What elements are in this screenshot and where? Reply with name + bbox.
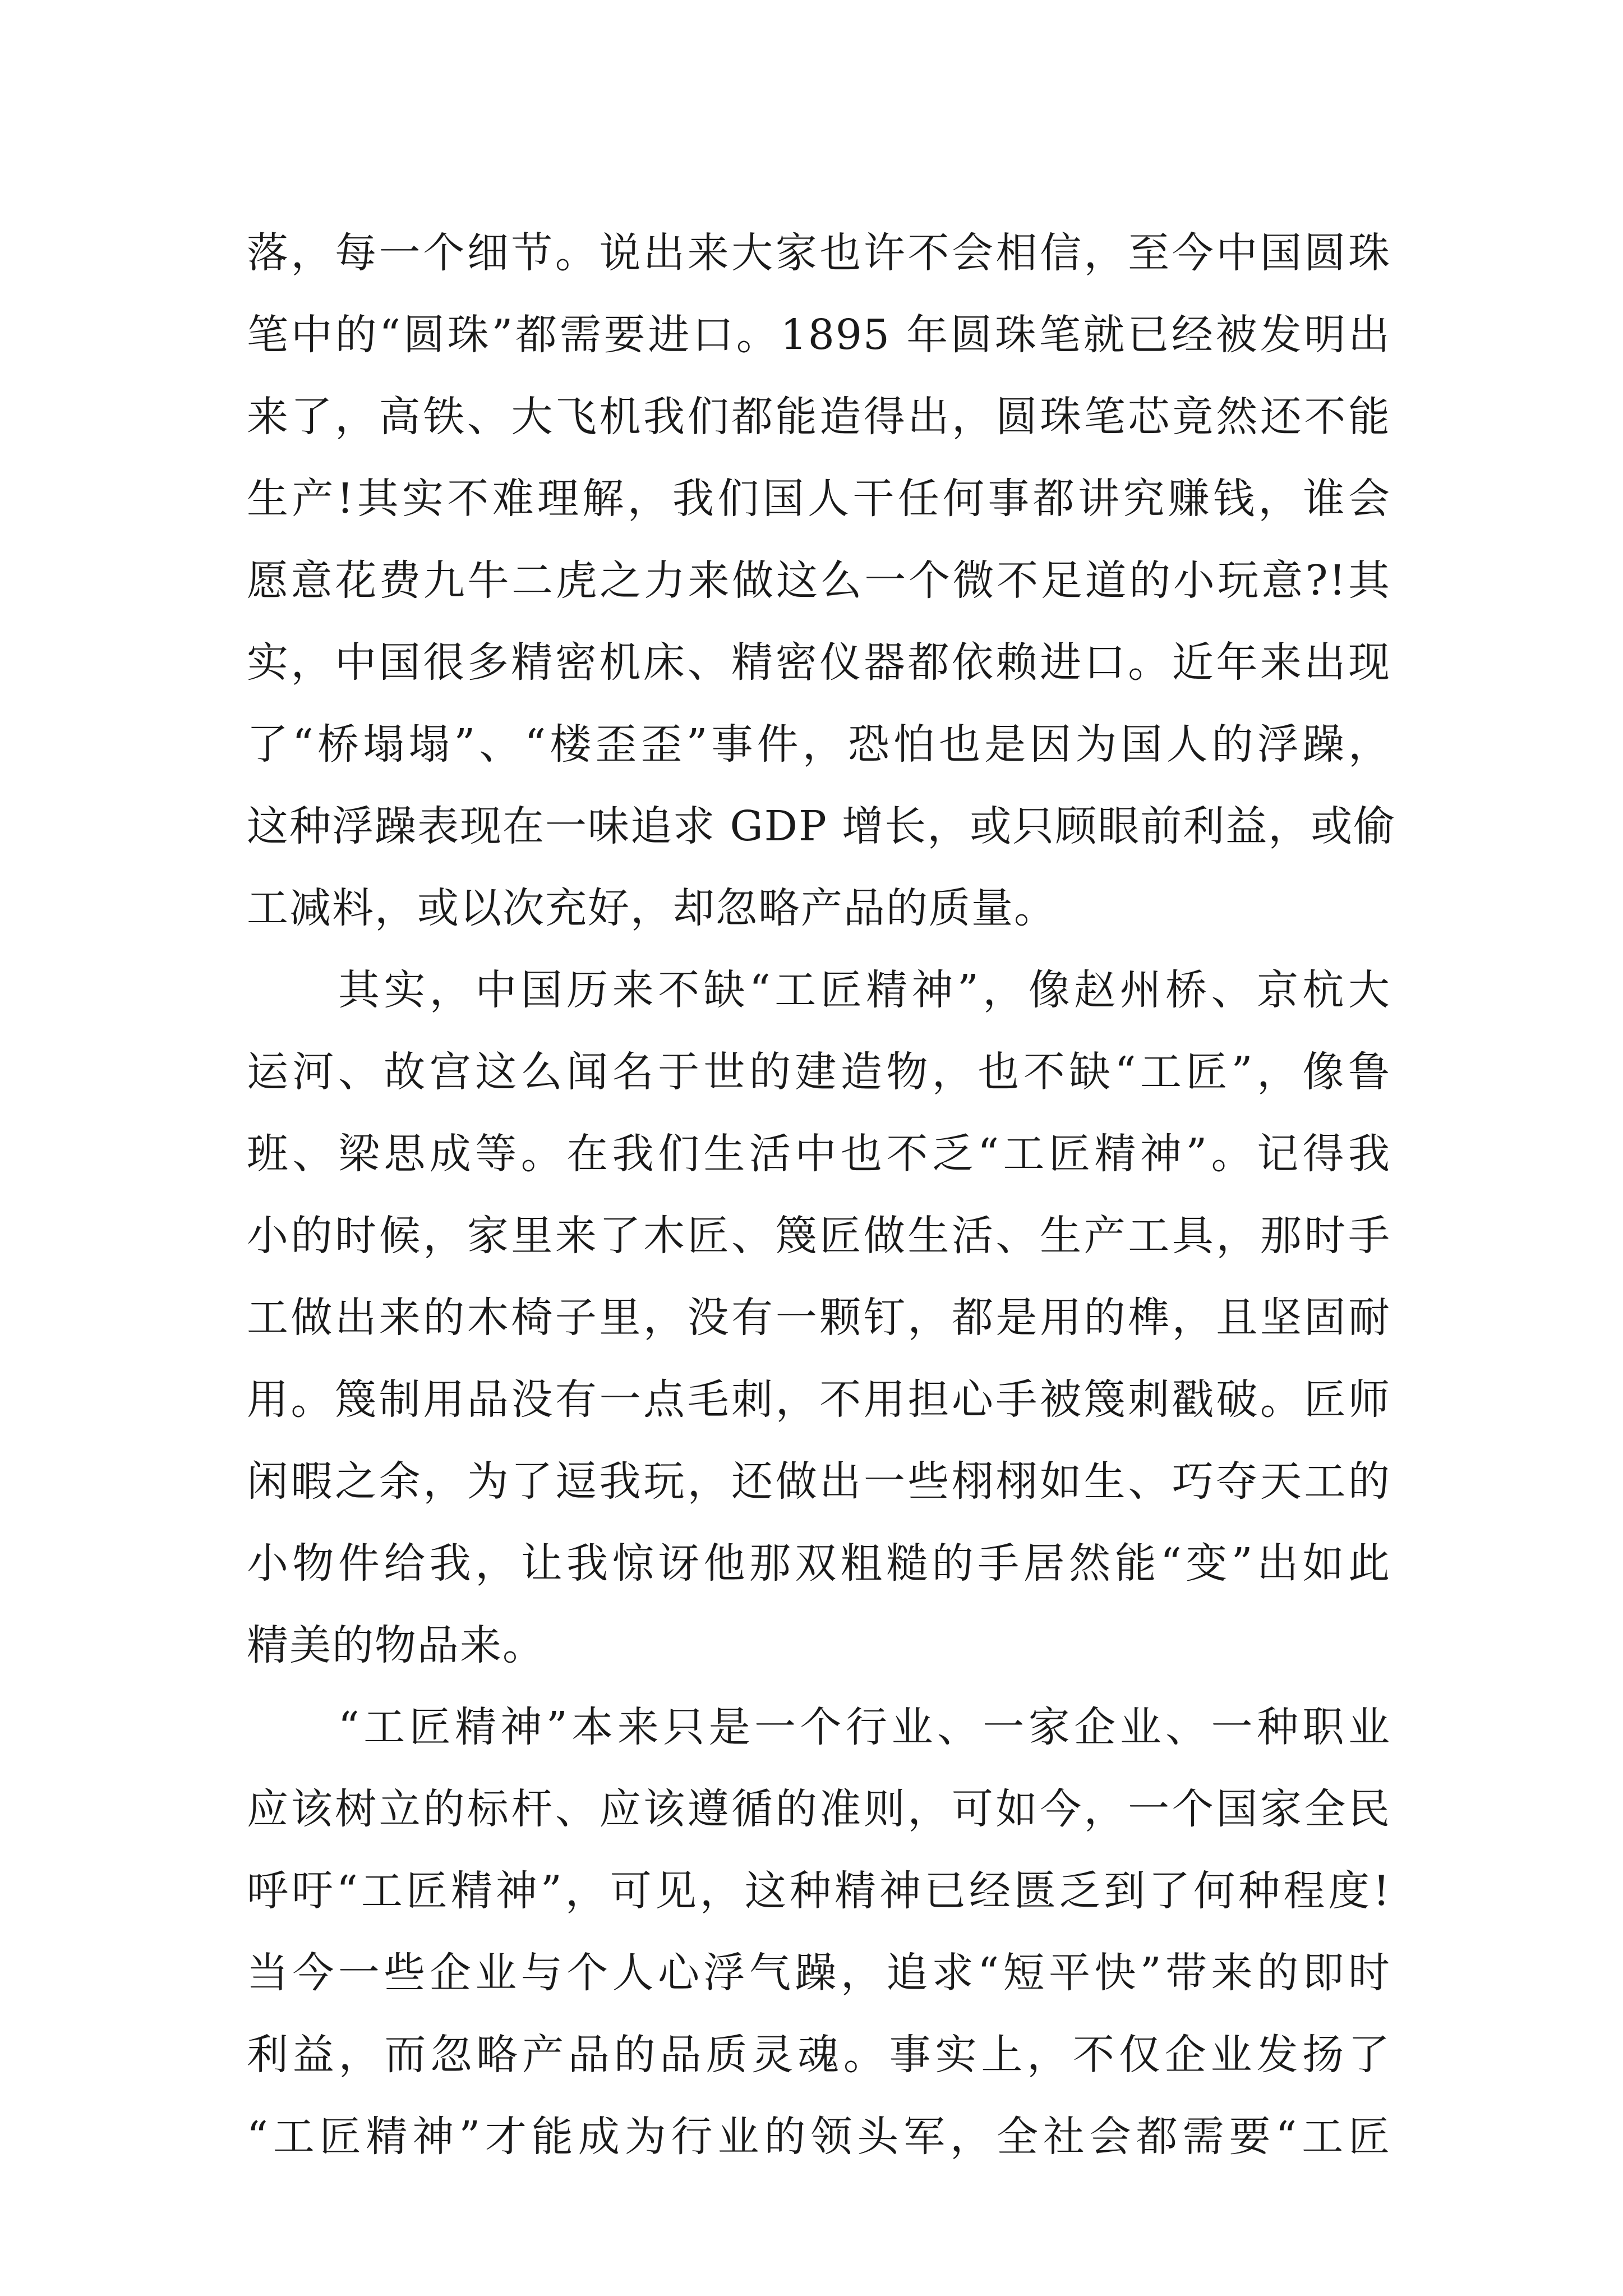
text-line: 呼吁“工匠精神”，可见，这种精神已经匮乏到了何种程度! xyxy=(247,1867,1391,1915)
text-line: 利益，而忽略产品的品质灵魂。事实上，不仅企业发扬了 xyxy=(247,2031,1391,2079)
body-text xyxy=(247,212,1396,2178)
text-line: 这种浮躁表现在一味追求 GDP 增长，或只顾眼前利益，或偷 xyxy=(247,802,1396,850)
text-line: 用。篾制用品没有一点毛刺，不用担心手被篾刺戳破。匠师 xyxy=(247,1375,1391,1424)
text-line: 落，每一个细节。说出来大家也许不会相信，至今中国圆珠 xyxy=(247,229,1391,277)
text-line: 应该树立的标杆、应该遵循的准则，可如今，一个国家全民 xyxy=(247,1785,1391,1833)
text-line: 闲暇之余，为了逗我玩，还做出一些栩栩如生、巧夺天工的 xyxy=(247,1457,1391,1506)
paragraph-1 xyxy=(247,212,1396,949)
text-line: 工减料，或以次充好，却忽略产品的质量。 xyxy=(247,884,1057,932)
text-line: 工做出来的木椅子里，没有一颗钉，都是用的榫，且坚固耐 xyxy=(247,1294,1391,1342)
text-line: 运河、故宫这么闻名于世的建造物，也不缺“工匠”，像鲁 xyxy=(247,1048,1391,1096)
paragraph-3 xyxy=(247,1686,1391,2178)
text-line: 当今一些企业与个人心浮气躁，追求“短平快”带来的即时 xyxy=(247,1949,1391,1997)
text-line: 实，中国很多精密机床、精密仪器都依赖进口。近年来出现 xyxy=(247,638,1391,687)
text-line: 愿意花费九牛二虎之力来做这么一个微不足道的小玩意?!其 xyxy=(247,556,1391,605)
text-line: 生产!其实不难理解，我们国人干任何事都讲究赚钱，谁会 xyxy=(247,475,1391,523)
text-line: 精美的物品来。 xyxy=(247,1621,545,1669)
text-line: 其实，中国历来不缺“工匠精神”，像赵州桥、京杭大 xyxy=(247,966,1391,1014)
text-line: 了“桥塌塌”、“楼歪歪”事件，恐怕也是因为国人的浮躁， xyxy=(247,720,1391,769)
paragraph-2 xyxy=(247,949,1391,1686)
text-line: 小的时候，家里来了木匠、篾匠做生活、生产工具，那时手 xyxy=(247,1212,1391,1260)
text-line: “工匠精神”才能成为行业的领头军，全社会都需要“工匠 xyxy=(247,2113,1391,2161)
text-line: 小物件给我，让我惊讶他那双粗糙的手居然能“变”出如此 xyxy=(247,1539,1391,1588)
text-line: 笔中的“圆珠”都需要进口。1895 年圆珠笔就已经被发明出 xyxy=(247,311,1391,359)
text-line: “工匠精神”本来只是一个行业、一家企业、一种职业 xyxy=(247,1703,1391,1751)
text-line: 来了，高铁、大飞机我们都能造得出，圆珠笔芯竟然还不能 xyxy=(247,393,1391,441)
text-line: 班、梁思成等。在我们生活中也不乏“工匠精神”。记得我 xyxy=(247,1130,1391,1178)
